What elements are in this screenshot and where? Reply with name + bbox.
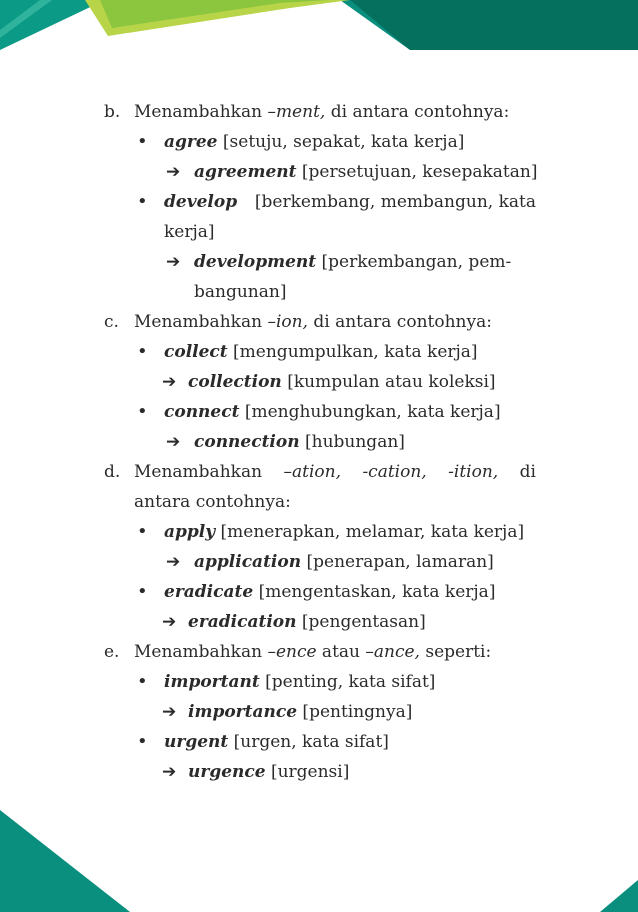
bullet-icon: • (137, 671, 148, 692)
desc-urgent: [urgen, kata sifat] (228, 732, 389, 752)
word-development: development (194, 252, 317, 272)
desc-development-1: [perkembangan, pem- (316, 252, 512, 272)
derived-urgence (188, 761, 349, 783)
heading-b-suffix: –ment, (267, 102, 326, 122)
derived-development (194, 251, 511, 273)
derived-importance (188, 701, 412, 723)
heading-b (134, 101, 509, 123)
desc-develop-2: kerja] (164, 222, 215, 242)
word-agreement: agreement (194, 162, 297, 182)
desc-agreement: [persetujuan, kesepakatan] (296, 162, 538, 182)
derived-eradication (188, 611, 426, 633)
marker-d: d. (104, 462, 121, 482)
heading-d-suffix-ition: -ition, (448, 462, 499, 482)
heading-d (134, 461, 536, 483)
heading-e-pre: Menambahkan (134, 642, 268, 662)
heading-e-post: seperti: (419, 642, 492, 662)
derived-collection (188, 371, 496, 393)
arrow-right-icon: ➔ (166, 432, 181, 452)
heading-e-mid: atau (316, 642, 366, 662)
heading-e-suffix-ance: –ance, (365, 642, 420, 662)
item-important (164, 671, 435, 693)
heading-c-post: di antara contohnya: (307, 312, 492, 332)
bullet-icon: • (137, 401, 148, 422)
desc-development-2: bangunan] (194, 282, 287, 302)
marker-b: b. (104, 102, 121, 122)
heading-c (134, 311, 492, 333)
item-collect (164, 341, 478, 363)
heading-c-pre: Menambahkan (134, 312, 268, 332)
desc-eradication: [pengentasan] (296, 612, 426, 632)
word-collect: collect (164, 342, 228, 362)
arrow-right-icon: ➔ (162, 372, 177, 392)
heading-d-suffix-ation: –ation, (283, 462, 341, 482)
desc-connection: [hubungan] (299, 432, 405, 452)
word-urgence: urgence (188, 762, 266, 782)
derived-connection (194, 431, 405, 453)
bullet-icon: • (137, 341, 148, 362)
arrow-right-icon: ➔ (162, 762, 177, 782)
word-application: application (194, 552, 302, 572)
desc-important: [penting, kata sifat] (259, 672, 436, 692)
bullet-icon: • (137, 521, 148, 542)
desc-agree: [setuju, sepakat, kata kerja] (217, 132, 465, 152)
word-urgent: urgent (164, 732, 229, 752)
arrow-right-icon: ➔ (166, 552, 181, 572)
word-importance: importance (188, 702, 298, 722)
desc-eradicate: [mengentaskan, kata kerja] (253, 582, 496, 602)
arrow-right-icon: ➔ (166, 162, 181, 182)
desc-importance: [pentingnya] (297, 702, 413, 722)
heading-c-suffix: –ion, (267, 312, 308, 332)
desc-connect: [menghubungkan, kata kerja] (239, 402, 501, 422)
item-urgent (164, 731, 389, 753)
item-agree (164, 131, 464, 153)
word-connection: connection (194, 432, 300, 452)
desc-develop-1: [berkembang, membangun, kata (254, 192, 536, 212)
word-develop: develop (164, 192, 238, 212)
marker-c: c. (104, 312, 119, 332)
heading-e (134, 641, 491, 663)
derived-agreement (194, 161, 537, 183)
desc-collect: [mengumpulkan, kata kerja] (227, 342, 478, 362)
word-eradicate: eradicate (164, 582, 254, 602)
derived-application (194, 551, 494, 573)
bullet-icon: • (137, 731, 148, 752)
heading-e-suffix-ence: –ence (267, 642, 317, 662)
bullet-icon: • (137, 191, 148, 212)
word-agree: agree (164, 132, 218, 152)
word-important: important (164, 672, 260, 692)
heading-d-di: di (519, 462, 536, 482)
word-eradication: eradication (188, 612, 297, 632)
desc-urgence: [urgensi] (265, 762, 350, 782)
item-connect (164, 401, 501, 423)
heading-d-suffix-cation: -cation, (362, 462, 427, 482)
arrow-right-icon: ➔ (166, 252, 181, 272)
item-apply (164, 521, 524, 543)
heading-d-line2: antara contohnya: (134, 492, 291, 512)
desc-apply: [menerapkan, melamar, kata kerja] (215, 522, 525, 542)
word-apply: apply (164, 522, 216, 542)
heading-b-post: di antara contohnya: (325, 102, 510, 122)
bullet-icon: • (137, 581, 148, 602)
item-develop (164, 191, 536, 213)
desc-application: [penerapan, lamaran] (301, 552, 494, 572)
desc-collection: [kumpulan atau koleksi] (281, 372, 496, 392)
word-collection: collection (188, 372, 282, 392)
heading-d-pre: Menambahkan (134, 462, 263, 482)
bullet-icon: • (137, 131, 148, 152)
heading-b-pre: Menambahkan (134, 102, 268, 122)
item-eradicate (164, 581, 495, 603)
arrow-right-icon: ➔ (162, 702, 177, 722)
marker-e: e. (104, 642, 120, 662)
arrow-right-icon: ➔ (162, 612, 177, 632)
word-connect: connect (164, 402, 240, 422)
